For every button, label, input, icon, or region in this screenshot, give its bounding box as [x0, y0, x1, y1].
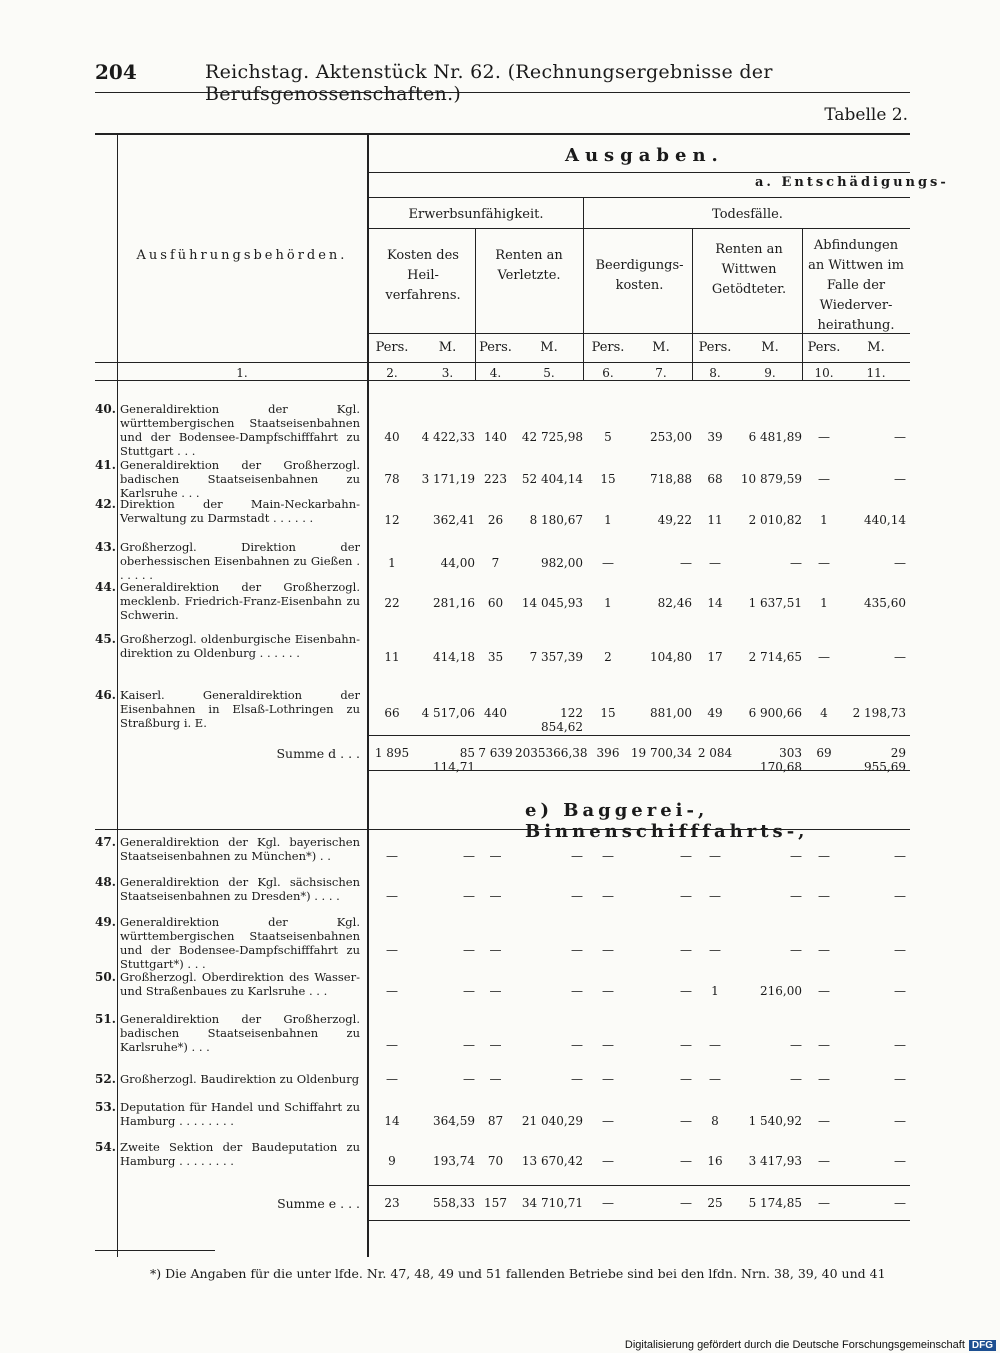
table-cell: 4: [820, 706, 828, 720]
summe-d-value: 2035366,38: [515, 746, 588, 760]
table-cell: —: [489, 1072, 502, 1086]
column-number: 2.: [386, 366, 398, 380]
table-cell: —: [894, 1154, 906, 1168]
table-cell: —: [790, 889, 802, 903]
page-title: Reichstag. Aktenstück Nr. 62. (Rechnungsergebnisse der Berufsgenossenschaften.): [205, 61, 773, 105]
row-number: 46.: [95, 688, 116, 702]
table-cell: 5: [604, 430, 612, 444]
summe-d-value: 2 084: [697, 746, 733, 760]
table-cell: 60: [487, 596, 504, 610]
table-cell: 4 517,06: [421, 706, 475, 720]
table-cell: —: [571, 984, 583, 998]
row-authority: Generaldirektion der Kgl. württembergischen Staatseisenbahnen und der Bodensee-Dampfschifffahrt zu Stuttgart*) . . .: [120, 915, 360, 971]
table-cell: 1: [820, 596, 828, 610]
table-cell: 223: [484, 472, 507, 486]
row-number: 54.: [95, 1140, 116, 1154]
column-number: 9.: [764, 366, 776, 380]
table-cell: —: [489, 1038, 502, 1052]
table-cell: —: [818, 650, 830, 664]
table-top-rule: [95, 133, 910, 135]
table-cell: 82,46: [657, 596, 692, 610]
table-cell: 718,88: [650, 472, 692, 486]
subsection-heading: a. Entschädigungs-: [755, 175, 949, 190]
table-cell: 7: [491, 556, 500, 570]
table-cell: —: [818, 556, 830, 570]
row-number: 45.: [95, 632, 116, 646]
table-cell: 17: [707, 650, 723, 664]
summe-d-value: 69: [816, 746, 832, 760]
table-cell: —: [894, 1072, 906, 1086]
table-cell: 49,22: [657, 513, 692, 527]
table-cell: —: [790, 943, 802, 957]
column-number: 10.: [814, 366, 834, 380]
table-cell: 216,00: [760, 984, 802, 998]
column-number: 11.: [866, 366, 886, 380]
table-cell: —: [602, 556, 614, 570]
row-number: 48.: [95, 875, 116, 889]
header-rule: [95, 92, 910, 93]
row-authority: Großherzogl. oldenburgische Eisenbahn-direktion zu Oldenburg . . . . . .: [120, 632, 360, 660]
summe-e-value: 23: [384, 1196, 400, 1210]
table-cell: 14 045,93: [521, 596, 583, 610]
table-cell: —: [680, 984, 692, 998]
table-cell: 1: [820, 513, 828, 527]
table-cell: 7 357,39: [529, 650, 583, 664]
table-cell: —: [894, 889, 906, 903]
table-cell: 2: [604, 650, 612, 664]
column-number: 8.: [709, 366, 721, 380]
table-cell: 2 198,73: [852, 706, 906, 720]
table-cell: —: [680, 1114, 692, 1128]
row-number: 50.: [95, 970, 116, 984]
row-number: 41.: [95, 458, 116, 472]
table-cell: 2 010,82: [748, 513, 802, 527]
col-renten-verletzte: Renten an Verletzte.: [495, 248, 563, 283]
table-cell: 13 670,42: [521, 1154, 583, 1168]
rule: [369, 197, 910, 198]
footnote-rule: [95, 1250, 215, 1251]
table-cell: —: [818, 430, 830, 444]
table-cell: 87: [487, 1114, 504, 1128]
table-cell: 44,00: [440, 556, 475, 570]
table-cell: 3 417,93: [748, 1154, 802, 1168]
table-cell: —: [386, 943, 398, 957]
col-ausfuehrungsbehoerden: Ausführungsbehörden.: [136, 248, 348, 263]
table-cell: —: [680, 1038, 692, 1052]
rule: [95, 362, 910, 363]
table-cell: —: [602, 943, 614, 957]
table-cell: —: [894, 430, 906, 444]
col-kosten-heilverfahren: Kosten des Heil-verfahrens.: [385, 248, 461, 303]
rule: [95, 380, 910, 381]
table-cell: —: [790, 556, 802, 570]
table-cell: 2 714,65: [748, 650, 802, 664]
summe-e-value: —: [818, 1196, 830, 1210]
row-authority: Kaiserl. Generaldirektion der Eisenbahnen in Elsaß-Lothringen zu Straßburg i. E.: [120, 688, 360, 730]
table-cell: —: [386, 889, 398, 903]
table-cell: —: [571, 849, 583, 863]
rule: [369, 172, 910, 173]
group-todesfaelle: Todesfälle.: [712, 207, 783, 222]
unit-pers: Pers.: [591, 340, 625, 355]
table-cell: —: [709, 1072, 721, 1086]
table-cell: —: [894, 1038, 906, 1052]
table-cell: 10 879,59: [740, 472, 802, 486]
page-number: 204: [95, 60, 137, 84]
row-authority: Großherzogl. Oberdirektion des Wasser- und Straßenbaues zu Karlsruhe . . .: [120, 970, 360, 998]
row-authority: Generaldirektion der Kgl. württembergischen Staatseisenbahnen und der Bodensee-Dampfschifffahrt zu Stuttgart . . .: [120, 402, 360, 458]
table-label: Tabelle 2.: [824, 105, 908, 125]
table-cell: —: [818, 849, 830, 863]
summe-e-value: 5 174,85: [748, 1196, 802, 1210]
table-cell: 14: [707, 596, 723, 610]
table-cell: —: [602, 889, 614, 903]
table-cell: 66: [384, 706, 400, 720]
table-cell: 68: [707, 472, 723, 486]
summe-e-label: Summe e . . .: [277, 1196, 360, 1211]
table-cell: —: [894, 650, 906, 664]
column-number: 5.: [543, 366, 555, 380]
rule: [95, 829, 910, 830]
sum-rule: [367, 1185, 910, 1186]
col-divider: [692, 228, 693, 380]
table-cell: 11: [707, 513, 723, 527]
table-cell: 364,59: [433, 1114, 475, 1128]
table-cell: —: [709, 556, 721, 570]
table-cell: —: [386, 984, 398, 998]
table-cell: —: [709, 849, 721, 863]
table-cell: —: [680, 1072, 692, 1086]
table-cell: 1: [388, 556, 396, 570]
unit-mark: M.: [652, 340, 670, 355]
table-cell: 281,16: [433, 596, 475, 610]
col-beerdigungskosten: Beerdigungs-kosten.: [595, 258, 684, 293]
unit-pers: Pers.: [375, 340, 409, 355]
table-cell: 21 040,29: [521, 1114, 583, 1128]
row-number: 53.: [95, 1100, 116, 1114]
row-number: 49.: [95, 915, 116, 929]
table-cell: —: [386, 1072, 398, 1086]
table-cell: 42 725,98: [521, 430, 583, 444]
table-cell: 1: [711, 984, 719, 998]
table-cell: 78: [384, 472, 400, 486]
summe-e-value: 25: [707, 1196, 723, 1210]
table-cell: 4 422,33: [421, 430, 475, 444]
table-cell: —: [894, 943, 906, 957]
column-number: 3.: [441, 366, 454, 380]
summe-e-value: 157: [484, 1196, 507, 1210]
table-cell: —: [680, 943, 692, 957]
digitization-credit: [621, 1337, 1000, 1353]
summe-e-value: —: [894, 1196, 906, 1210]
table-cell: —: [571, 943, 583, 957]
table-cell: —: [489, 943, 502, 957]
table-cell: 140: [484, 430, 507, 444]
unit-mark: M.: [761, 340, 779, 355]
column-number: 4.: [489, 366, 502, 380]
section-heading: Ausgaben.: [565, 145, 724, 166]
table-cell: —: [894, 984, 906, 998]
table-cell: —: [602, 984, 614, 998]
table-cell: 8: [711, 1114, 719, 1128]
summe-d-value: 1 895: [374, 746, 410, 760]
row-authority: Generaldirektion der Großherzogl. badischen Staatseisenbahnen zu Karlsruhe . . .: [120, 458, 360, 500]
table-cell: 22: [384, 596, 400, 610]
table-cell: —: [680, 556, 692, 570]
sum-rule: [367, 770, 910, 771]
table-cell: 52 404,14: [521, 472, 583, 486]
table-cell: —: [463, 1038, 475, 1052]
col-abfindungen: Abfindungen an Wittwen im Falle der Wiederver-heirathung.: [808, 238, 904, 333]
table-cell: —: [818, 472, 830, 486]
table-cell: —: [463, 889, 475, 903]
table-cell: —: [463, 943, 475, 957]
column-number: 1.: [236, 366, 248, 380]
table-cell: 70: [487, 1154, 504, 1168]
table-cell: 1: [604, 513, 612, 527]
row-number: 43.: [95, 540, 116, 554]
summe-d-value: 7 639: [478, 746, 513, 760]
row-authority: Großherzogl. Direktion der oberhessischen Eisenbahnen zu Gießen . . . . . .: [120, 540, 360, 582]
table-cell: 39: [707, 430, 723, 444]
table-cell: 9: [388, 1154, 396, 1168]
sum-rule: [367, 735, 910, 736]
table-cell: 6 481,89: [748, 430, 802, 444]
sum-rule: [367, 1220, 910, 1221]
table-cell: —: [386, 849, 398, 863]
row-authority: Generaldirektion der Kgl. sächsischen Staatseisenbahnen zu Dresden*) . . . .: [120, 875, 360, 903]
col-divider: [367, 135, 369, 1257]
table-cell: —: [602, 1072, 614, 1086]
row-number: 52.: [95, 1072, 116, 1086]
summe-e-value: —: [680, 1196, 692, 1210]
table-cell: 253,00: [650, 430, 692, 444]
row-number: 44.: [95, 580, 116, 594]
unit-mark: M.: [540, 340, 558, 355]
table-cell: —: [818, 1114, 830, 1128]
table-cell: —: [709, 943, 721, 957]
credit-text: Digitalisierung gefördert durch die Deutsche Forschungsgemeinschaft: [624, 1339, 965, 1351]
unit-mark: M.: [867, 340, 885, 355]
table-cell: —: [709, 889, 721, 903]
table-cell: 11: [384, 650, 400, 664]
row-authority: Großherzogl. Baudirektion zu Oldenburg: [120, 1072, 360, 1086]
summe-e-value: —: [602, 1196, 614, 1210]
table-cell: —: [463, 1072, 475, 1086]
table-cell: —: [818, 1038, 830, 1052]
table-cell: 26: [487, 513, 504, 527]
table-cell: —: [571, 889, 583, 903]
table-cell: —: [709, 1038, 721, 1052]
summe-d-value: 85 114,71: [433, 746, 475, 774]
row-authority: Zweite Sektion der Baudeputation zu Hamburg . . . . . . . .: [120, 1140, 360, 1168]
table-cell: 14: [384, 1114, 400, 1128]
table-cell: —: [894, 1114, 906, 1128]
table-cell: —: [571, 1072, 583, 1086]
table-cell: 15: [600, 706, 616, 720]
table-cell: —: [790, 1038, 802, 1052]
group-erwerbsunfaehigkeit: Erwerbsunfähigkeit.: [408, 207, 544, 222]
table-cell: —: [463, 849, 475, 863]
row-authority: Generaldirektion der Großherzogl. badischen Staatseisenbahnen zu Karlsruhe*) . . .: [120, 1012, 360, 1054]
table-cell: 8 180,67: [529, 513, 583, 527]
table-cell: 16: [707, 1154, 723, 1168]
summe-d-label: Summe d . . .: [276, 746, 360, 761]
table-cell: —: [386, 1038, 398, 1052]
table-cell: —: [894, 849, 906, 863]
table-cell: —: [790, 849, 802, 863]
table-cell: 35: [487, 650, 504, 664]
table-cell: 1 540,92: [748, 1114, 802, 1128]
table-cell: 3 171,19: [421, 472, 475, 486]
table-cell: —: [818, 889, 830, 903]
table-cell: 193,74: [433, 1154, 475, 1168]
table-cell: —: [790, 1072, 802, 1086]
row-number: 51.: [95, 1012, 116, 1026]
table-cell: 12: [384, 513, 400, 527]
table-cell: 40: [384, 430, 400, 444]
column-number: 7.: [655, 366, 667, 380]
summe-d-value: 29 955,69: [864, 746, 906, 774]
col-divider: [475, 228, 476, 380]
table-cell: —: [489, 849, 502, 863]
row-authority: Direktion der Main-Neckarbahn-Verwaltung zu Darmstadt . . . . . .: [120, 497, 360, 525]
table-cell: —: [680, 849, 692, 863]
row-authority: Generaldirektion der Großherzogl. mecklenb. Friedrich-Franz-Eisenbahn zu Schwerin.: [120, 580, 360, 622]
table-cell: —: [489, 889, 502, 903]
table-cell: —: [818, 1154, 830, 1168]
unit-pers: Pers.: [698, 340, 732, 355]
row-number: 47.: [95, 835, 116, 849]
summe-d-value: 303 170,68: [760, 746, 802, 774]
rule: [369, 333, 910, 334]
table-cell: —: [602, 1114, 614, 1128]
footnote: *) Die Angaben für die unter lfde. Nr. 47, 48, 49 und 51 fallenden Betriebe sind bei den lfdn. Nrn. 38, 39, 40 und 41: [150, 1266, 886, 1281]
row-authority: Generaldirektion der Kgl. bayerischen Staatseisenbahnen zu München*) . .: [120, 835, 360, 863]
summe-e-value: 34 710,71: [521, 1196, 583, 1210]
table-cell: —: [818, 984, 830, 998]
table-cell: 122 854,62: [541, 706, 583, 734]
table-cell: —: [818, 943, 830, 957]
rule: [369, 228, 910, 229]
col-divider: [802, 228, 803, 380]
table-cell: —: [602, 1154, 614, 1168]
table-cell: —: [463, 984, 475, 998]
table-cell: —: [894, 556, 906, 570]
table-cell: —: [894, 472, 906, 486]
col-divider: [117, 135, 118, 1257]
page-header: [95, 60, 910, 105]
table-cell: 15: [600, 472, 616, 486]
table-cell: —: [602, 1038, 614, 1052]
summe-d-value: 19 700,34: [630, 746, 692, 760]
table-cell: —: [602, 849, 614, 863]
table-cell: —: [680, 1154, 692, 1168]
row-authority: Deputation für Handel und Schiffahrt zu Hamburg . . . . . . . .: [120, 1100, 360, 1128]
section-e-heading: e) Baggerei-, Binnenschifffahrts-,: [525, 800, 809, 842]
column-number: 6.: [602, 366, 614, 380]
table-cell: 6 900,66: [748, 706, 802, 720]
table-cell: —: [818, 1072, 830, 1086]
unit-pers: Pers.: [479, 340, 512, 355]
table-cell: —: [680, 889, 692, 903]
row-number: 42.: [95, 497, 116, 511]
col-divider: [583, 197, 584, 380]
row-number: 40.: [95, 402, 116, 416]
table-cell: 435,60: [864, 596, 906, 610]
table-cell: 440,14: [864, 513, 906, 527]
table-cell: 414,18: [433, 650, 475, 664]
summe-d-value: 396: [596, 746, 620, 760]
table-cell: —: [571, 1038, 583, 1052]
table-cell: 362,41: [433, 513, 475, 527]
col-renten-wittwen: Renten an Wittwen Getödteter.: [711, 242, 787, 297]
table-cell: 49: [707, 706, 723, 720]
table-cell: 440: [484, 706, 507, 720]
table-cell: —: [489, 984, 502, 998]
dfg-logo: DFG: [969, 1340, 996, 1351]
table-cell: 982,00: [541, 556, 583, 570]
summe-e-value: 558,33: [433, 1196, 475, 1210]
table-cell: 881,00: [650, 706, 692, 720]
table-cell: 1: [604, 596, 612, 610]
table-cell: 104,80: [650, 650, 692, 664]
unit-pers: Pers.: [807, 340, 841, 355]
unit-mark: M.: [438, 340, 457, 355]
table-cell: 1 637,51: [748, 596, 802, 610]
